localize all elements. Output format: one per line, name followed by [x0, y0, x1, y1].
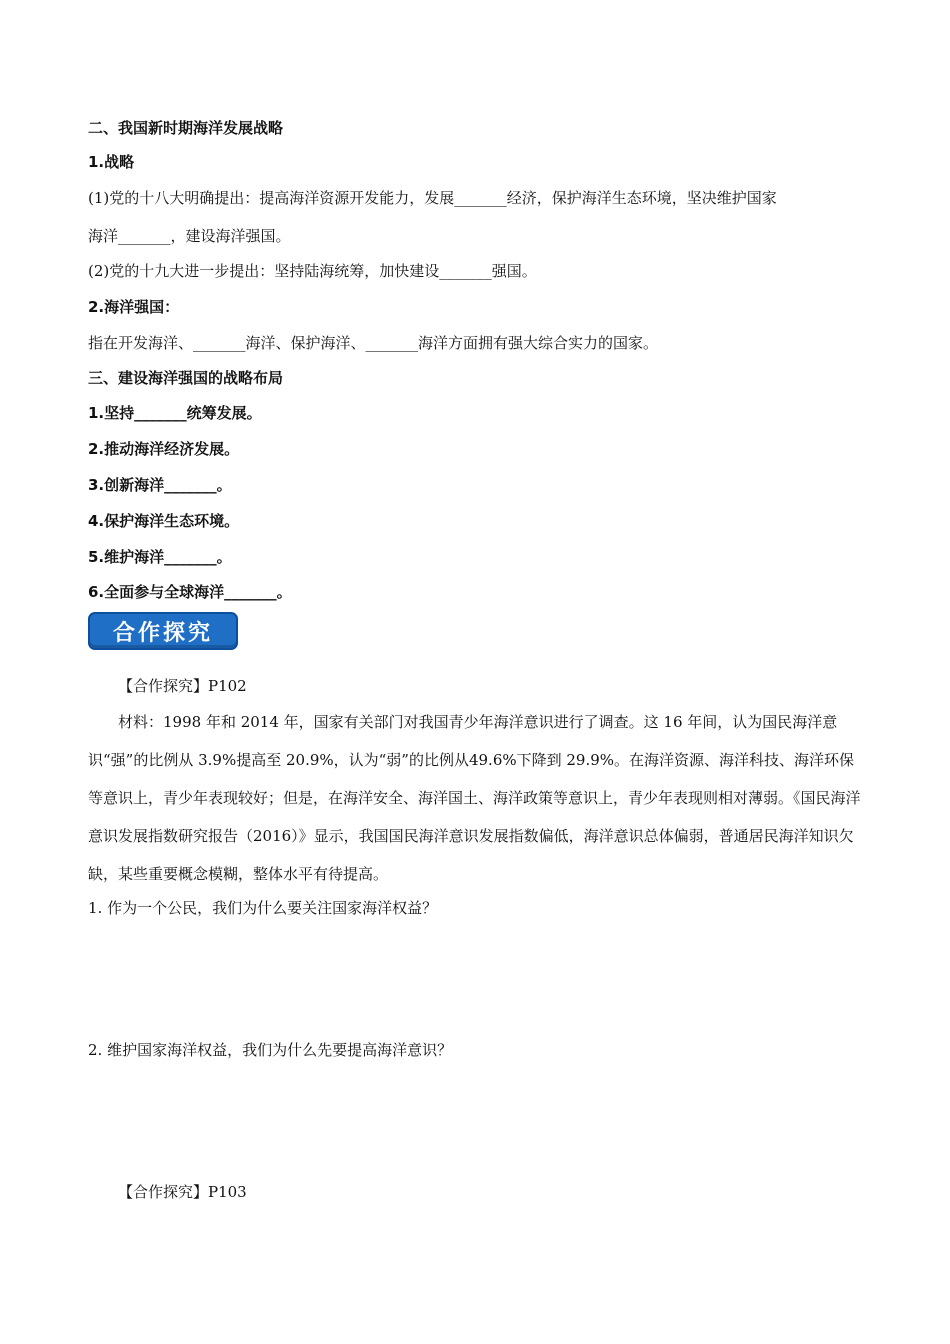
cooperative-inquiry-badge: [88, 612, 238, 650]
strategy-item-2: (2)党的十九大进一步提出：坚持陆海统筹，加快建设_______强国。: [88, 262, 537, 280]
layout-item-3: 3.创新海洋_______。: [88, 476, 232, 494]
inquiry-1-title: 【合作探究】P102: [118, 677, 247, 695]
layout-item-6: 6.全面参与全球海洋_______。: [88, 583, 292, 601]
question-1: 1. 作为一个公民，我们为什么要关注国家海洋权益？: [88, 899, 438, 917]
layout-item-2: 2.推动海洋经济发展。: [88, 440, 240, 458]
inquiry-1-material: [88, 703, 868, 893]
layout-item-1: 1.坚持_______统筹发展。: [88, 404, 262, 422]
section2-heading: 二、我国新时期海洋发展战略: [88, 119, 284, 137]
strategy-item-1-line-2: 海洋_______，建设海洋强国。: [88, 227, 291, 245]
strategy-item-1-line-1: (1)党的十八大明确提出：提高海洋资源开发能力，发展_______经济，保护海洋生态环境，坚决维护国家: [88, 189, 777, 207]
layout-item-5: 5.维护海洋_______。: [88, 548, 232, 566]
question-2: 2. 维护国家海洋权益，我们为什么先要提高海洋意识？: [88, 1041, 453, 1059]
material-text: 材料：1998 年和 2014 年，国家有关部门对我国青少年海洋意识进行了调查。这 16 年间，认为国民海洋意识“强”的比例从 3.9%提高至 20.9%，认为“弱”的比例从49.6%下降到 29.9%。在海洋资源、海洋科技、海洋环保等意识上，青少年表现较好；但是，在海洋安全、海洋国土、海洋政策等意识上，青少年表现则相对薄弱。《国民海洋意识发展指数研究报告（2016）》显示，我国国民海洋意识发展指数偏低，海洋意识总体偏弱，普通居民海洋知识欠缺，某些重要概念模糊，整体水平有待提高。: [88, 713, 861, 883]
section2-sub-maritime-power: 2.海洋强国：: [88, 298, 180, 316]
section3-heading: 三、建设海洋强国的战略布局: [88, 369, 284, 387]
inquiry-2-title: 【合作探究】P103: [118, 1183, 247, 1201]
layout-item-4: 4.保护海洋生态环境。: [88, 512, 240, 530]
maritime-power-definition: 指在开发海洋、_______海洋、保护海洋、_______海洋方面拥有强大综合实力的国家。: [88, 334, 659, 352]
badge-label: 合作探究: [112, 620, 213, 646]
section2-sub-strategy: 1.战略: [88, 153, 135, 171]
